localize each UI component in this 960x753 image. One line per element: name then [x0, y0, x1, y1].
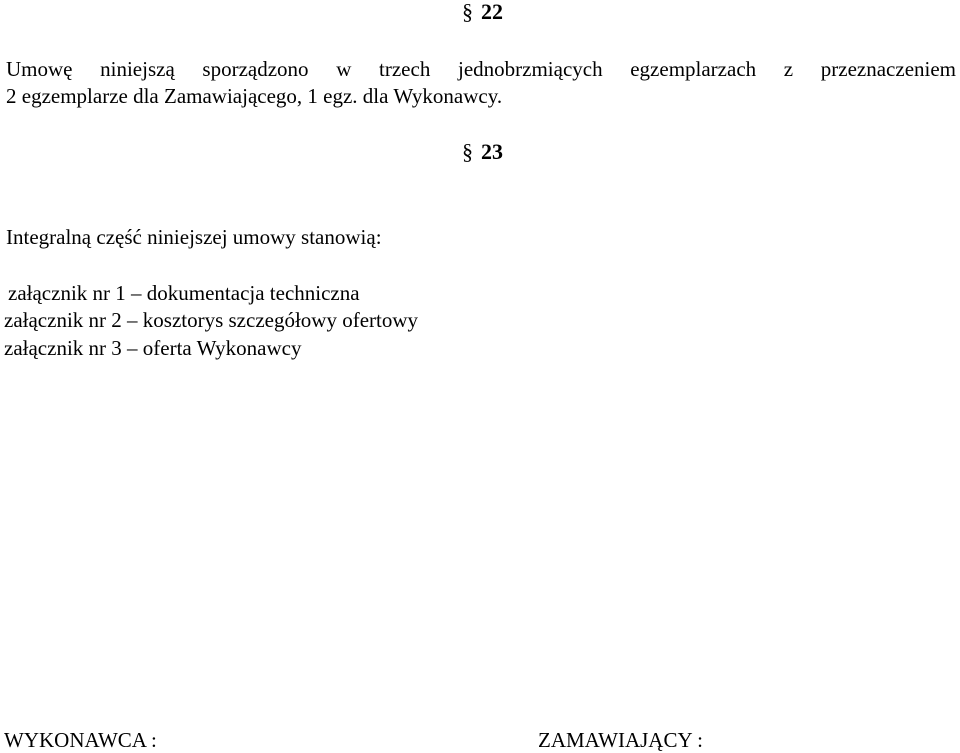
ordering-party-signature-label: ZAMAWIAJĄCY :	[538, 728, 703, 752]
section-22-number: 22	[481, 0, 503, 24]
contractor-signature-label: WYKONAWCA :	[4, 728, 157, 752]
section-sign-icon: §	[462, 139, 473, 164]
section-sign-icon: §	[462, 0, 473, 24]
section-23-number: 23	[481, 139, 503, 164]
section-23-intro: Integralną część niniejszej umowy stanowią:	[6, 225, 382, 249]
section-22-line-1: Umowę niniejszą sporządzono w trzech jednobrzmiących egzemplarzach z przeznaczeniem	[6, 57, 956, 81]
attachment-item-2: załącznik nr 2 – kosztorys szczegółowy ofertowy	[4, 308, 419, 332]
section-22-heading	[462, 0, 503, 24]
attachment-item-1: załącznik nr 1 – dokumentacja techniczna	[8, 281, 360, 305]
section-22-line-2: 2 egzemplarze dla Zamawiającego, 1 egz. dla Wykonawcy.	[6, 84, 503, 108]
section-23-heading	[462, 140, 503, 164]
attachment-item-3: załącznik nr 3 – oferta Wykonawcy	[4, 336, 302, 360]
